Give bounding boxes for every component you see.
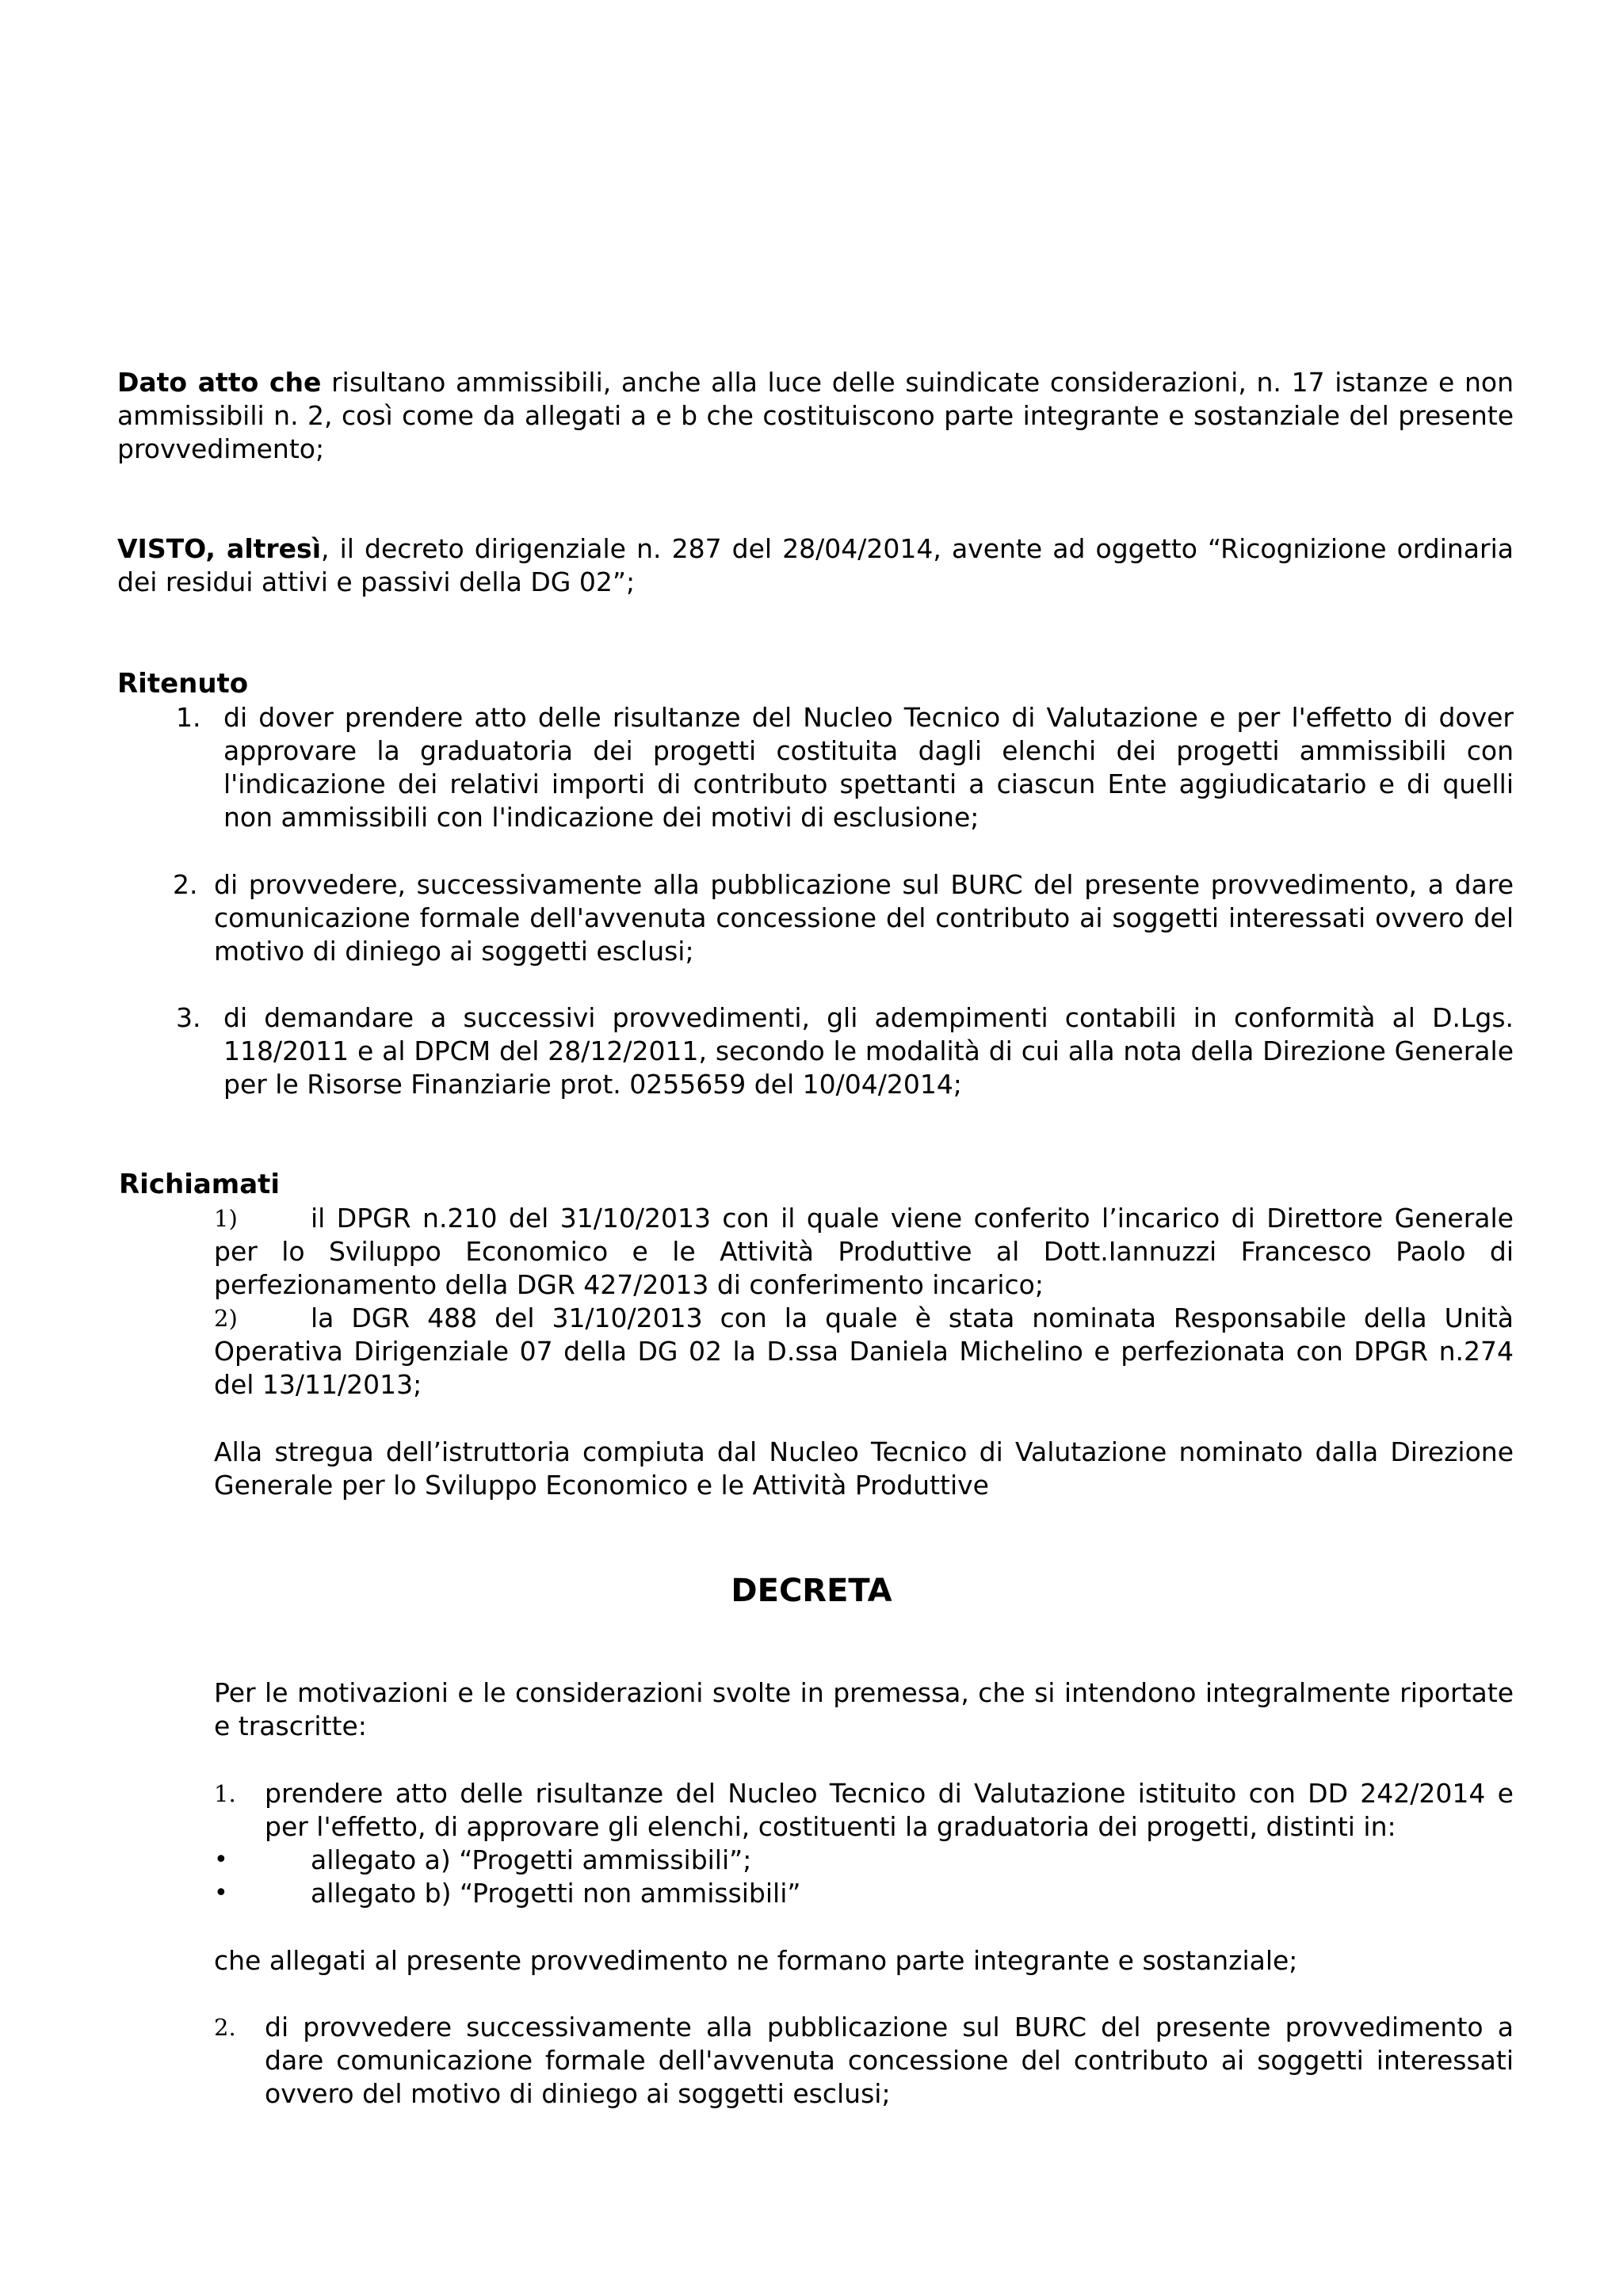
richiamati-item-1-number: 1) — [214, 1205, 238, 1232]
paragraph-dato-atto — [117, 366, 1514, 466]
richiamati-heading: Richiamati — [119, 1169, 281, 1200]
decreta-item-1-text: prendere atto delle risultanze del Nucleo Tecnico di Valutazione istituito con DD 242/2014 e per l'effetto, di approvare gli elenchi, costituenti la graduatoria dei progetti, distinti in: — [265, 1778, 1514, 1842]
decreta-item-1-number: 1. — [214, 1780, 236, 1807]
bullet-dot-icon: • — [214, 1846, 228, 1874]
ritenuto-heading: Ritenuto — [117, 668, 249, 700]
ritenuto-item-3-text: di demandare a successivi provvedimenti, gli adempimenti contabili in conformità al D.Lgs. 118/2011 e al DPCM del 28/12/2011, secondo le modalità di cui alla nota della Direzione Generale per le Risorse Finanziarie prot. 0255659 del 10/04/2014; — [223, 1002, 1514, 1100]
ritenuto-item-1-text: di dover prendere atto delle risultanze del Nucleo Tecnico di Valutazione e per l'effetto di dover approvare la graduatoria dei progetti costituita dagli elenchi dei progetti ammissibili con l'indicazione dei relativi importi di contributo spettanti a ciascun Ente aggiudicatario e di quelli non ammissibili con l'indicazione dei motivi di esclusione; — [223, 702, 1514, 833]
ritenuto-item-3-number: 3. — [176, 1002, 201, 1033]
decreta-bullet-2: allegato b) “Progetti non ammissibili” — [311, 1878, 801, 1909]
dato-atto-lead: Dato atto che — [117, 367, 322, 398]
decreta-after-bullets: che allegati al presente provvedimento ne formano parte integrante e sostanziale; — [214, 1945, 1298, 1976]
richiamati-item-1-text: il DPGR n.210 del 31/10/2013 con il quale viene conferito l’incarico di Direttore Generale per lo Sviluppo Economico e le Attività Produttive al Dott.Iannuzzi Francesco Paolo di perfezionamento della DGR 427/2013 di conferimento incarico; — [214, 1203, 1514, 1300]
richiamati-item-2-number: 2) — [214, 1305, 238, 1332]
visto-text: , il decreto dirigenziale n. 287 del 28/04/2014, avente ad oggetto “Ricognizione ordinaria dei residui attivi e passivi della DG 02”; — [117, 533, 1514, 597]
decreta-intro: Per le motivazioni e le considerazioni svolte in premessa, che si intendono integralmente riportate e trascritte: — [214, 1677, 1514, 1741]
ritenuto-item-2-text: di provvedere, successivamente alla pubblicazione sul BURC del presente provvedimento, a dare comunicazione formale dell'avvenuta concessione del contributo ai soggetti interessati ovvero del motivo di diniego ai soggetti esclusi; — [214, 869, 1514, 967]
bullet-dot-icon: • — [214, 1879, 228, 1907]
dato-atto-text: risultano ammissibili, anche alla luce delle suindicate considerazioni, n. 17 istanze e non ammissibili n. 2, così come da allegati a e b che costituiscono parte integrante e sostanziale del presente provvedimento; — [117, 367, 1514, 464]
visto-lead: VISTO, altresì — [117, 533, 322, 564]
decreta-heading: DECRETA — [731, 1573, 892, 1609]
ritenuto-item-2-number: 2. — [173, 869, 198, 900]
paragraph-visto — [117, 532, 1514, 599]
richiamati-closing: Alla stregua dell’istruttoria compiuta dal Nucleo Tecnico di Valutazione nominato dalla Direzione Generale per lo Sviluppo Economico e le Attività Produttive — [214, 1436, 1514, 1501]
decreta-item-2-number: 2. — [214, 2014, 236, 2041]
decreta-item-2-text: di provvedere successivamente alla pubblicazione sul BURC del presente provvedimento a dare comunicazione formale dell'avvenuta concessione del contributo ai soggetti interessati ovvero del motivo di diniego ai soggetti esclusi; — [265, 2012, 1514, 2109]
ritenuto-item-1-number: 1. — [176, 702, 201, 733]
richiamati-item-2-text: la DGR 488 del 31/10/2013 con la quale è stata nominata Responsabile della Unità Operativa Dirigenziale 07 della DG 02 la D.ssa Daniela Michelino e perfezionata con DPGR n.274 del 13/11/2013; — [214, 1302, 1514, 1400]
decreta-bullet-1: allegato a) “Progetti ammissibili”; — [311, 1844, 752, 1875]
